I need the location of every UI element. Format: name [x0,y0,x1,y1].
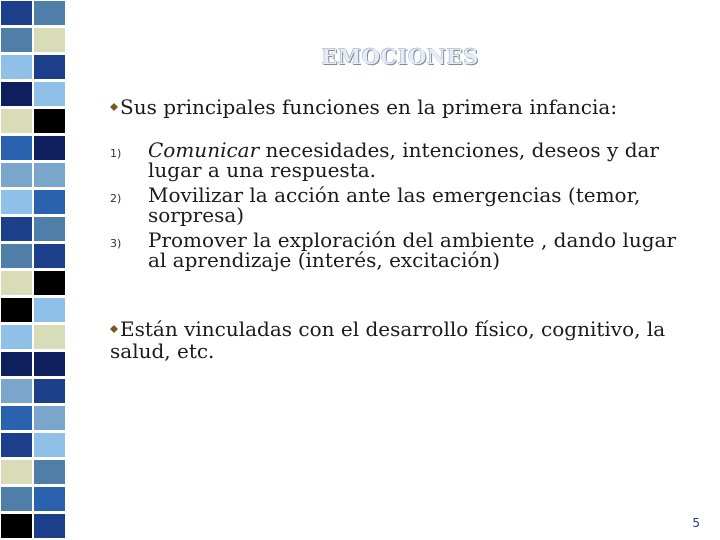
stripe-block [33,405,66,431]
stripe-block [33,0,66,26]
intro-bullet-text: Sus principales funciones en la primera infancia: [120,95,618,119]
stripe-block [0,405,33,431]
list-item-text [148,140,690,180]
stripe-block [0,27,33,53]
list-item-emphasis: Comunicar [148,138,260,162]
stripe-block [0,81,33,107]
second-bullet-text: Están vinculadas con el desarrollo físico, cognitivo, la salud, etc. [110,317,666,363]
list-item [110,140,690,180]
stripe-block [0,351,33,377]
list-item-body: Promover la exploración del ambiente , dando lugar al aprendizaje (interés, excitación) [148,228,677,272]
stripe-block [0,486,33,512]
list-item-number: 1) [110,147,122,160]
list-item-text [148,185,690,225]
stripe-block [0,324,33,350]
stripe-block [33,270,66,296]
list-item-body: necesidades, intenciones, deseos y dar lugar a una respuesta. [148,138,659,182]
diamond-bullet-icon [110,103,118,111]
stripe-block [33,108,66,134]
list-item-number: 2) [110,192,122,205]
functions-list [110,140,690,275]
stripe-column-left [0,0,33,540]
stripe-block [33,54,66,80]
stripe-block [0,108,33,134]
list-item-number: 3) [110,237,122,250]
stripe-block [33,459,66,485]
stripe-block [33,162,66,188]
stripe-block [33,513,66,539]
stripe-block [0,297,33,323]
stripe-block [0,189,33,215]
stripe-block [0,216,33,242]
stripe-block [33,135,66,161]
list-item [110,185,690,225]
stripe-block [0,162,33,188]
stripe-block [33,297,66,323]
stripe-block [0,513,33,539]
page-number: 5 [692,516,700,530]
stripe-block [33,216,66,242]
stripe-block [33,27,66,53]
list-item-body: Movilizar la acción ante las emergencias (temor, sorpresa) [148,183,641,227]
stripe-block [0,54,33,80]
stripe-block [0,432,33,458]
stripe-block [33,81,66,107]
stripe-block [0,243,33,269]
stripe-block [33,378,66,404]
diamond-bullet-icon [110,325,118,333]
stripe-block [0,135,33,161]
second-bullet [110,318,690,362]
list-item-text [148,230,690,270]
stripe-block [33,189,66,215]
stripe-block [33,324,66,350]
stripe-block [0,378,33,404]
stripe-block [0,459,33,485]
stripe-block [0,0,33,26]
decorative-stripe-strip [0,0,66,540]
stripe-block [33,486,66,512]
stripe-block [33,432,66,458]
stripe-column-right [33,0,66,540]
intro-bullet [110,96,617,119]
stripe-block [0,270,33,296]
slide-title: EMOCIONES [321,44,479,69]
list-item [110,230,690,270]
stripe-block [33,351,66,377]
stripe-block [33,243,66,269]
